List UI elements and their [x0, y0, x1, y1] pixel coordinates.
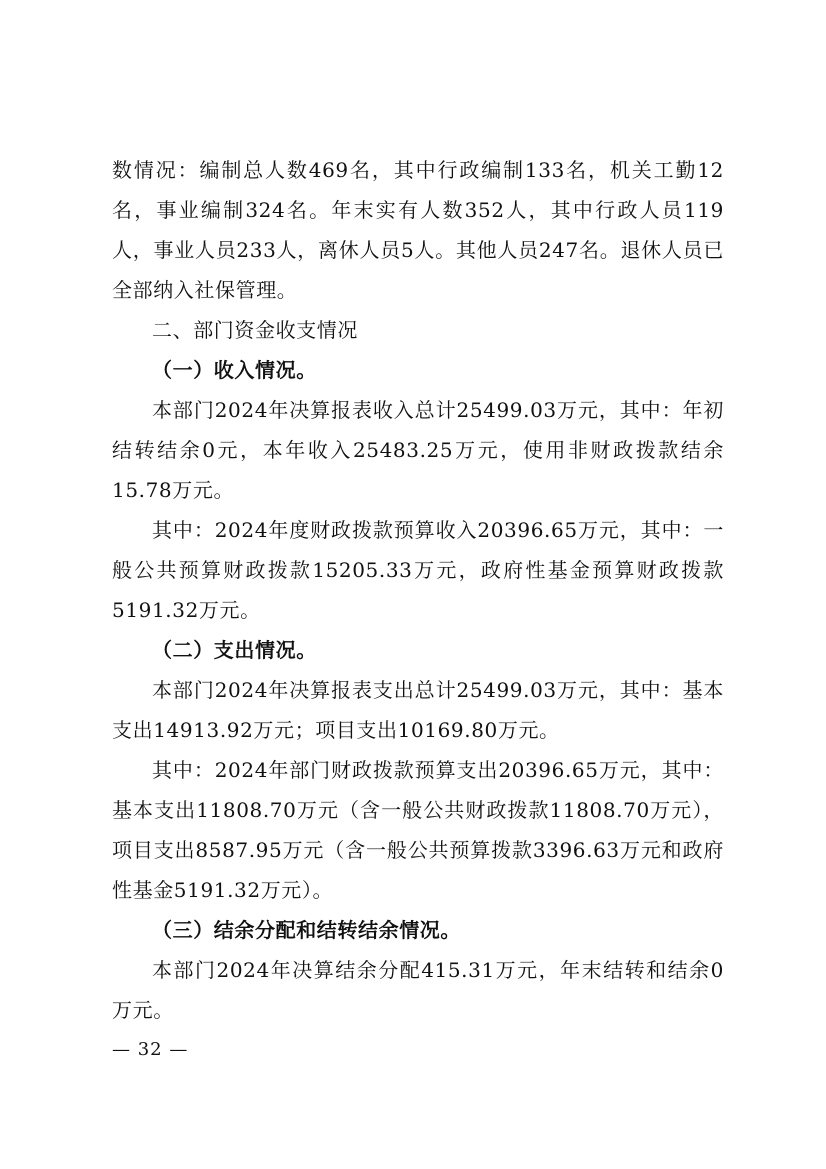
section-heading-funds: 二、部门资金收支情况	[152, 318, 358, 342]
expenditure-total-paragraph: 本部门2024年决算报表支出总计25499.03万元，其中：基本支出14913.92万元；项目支出10169.80万元。	[112, 678, 724, 742]
subheading-expenditure: （二）支出情况。	[152, 638, 317, 662]
income-total-paragraph: 本部门2024年决算报表收入总计25499.03万元，其中：年初结转结余0元，本年收入25483.25万元，使用非财政拨款结余15.78万元。	[112, 398, 724, 502]
staffing-paragraph: 数情况：编制总人数469名，其中行政编制133名，机关工勤12名，事业编制324名。年末实有人数352人，其中行政人员119人，事业人员233人，离休人员5人。其他人员247名。退休人员已全部纳入社保管理。	[112, 158, 724, 302]
balance-paragraph: 本部门2024年决算结余分配415.31万元，年末结转和结余0万元。	[112, 958, 724, 1022]
page-number: — 32 —	[112, 1039, 189, 1060]
document-body	[112, 150, 724, 1030]
subheading-income: （一）收入情况。	[152, 358, 317, 382]
expenditure-appropriation-paragraph: 其中：2024年部门财政拨款预算支出20396.65万元，其中：基本支出11808.70万元（含一般公共财政拨款11808.70万元），项目支出8587.95万元（含一般公共预算拨款3396.63万元和政府性基金5191.32万元）。	[112, 758, 724, 902]
income-appropriation-paragraph: 其中：2024年度财政拨款预算收入20396.65万元，其中：一般公共预算财政拨款15205.33万元，政府性基金预算财政拨款5191.32万元。	[112, 518, 724, 622]
subheading-balance: （三）结余分配和结转结余情况。	[152, 918, 461, 942]
